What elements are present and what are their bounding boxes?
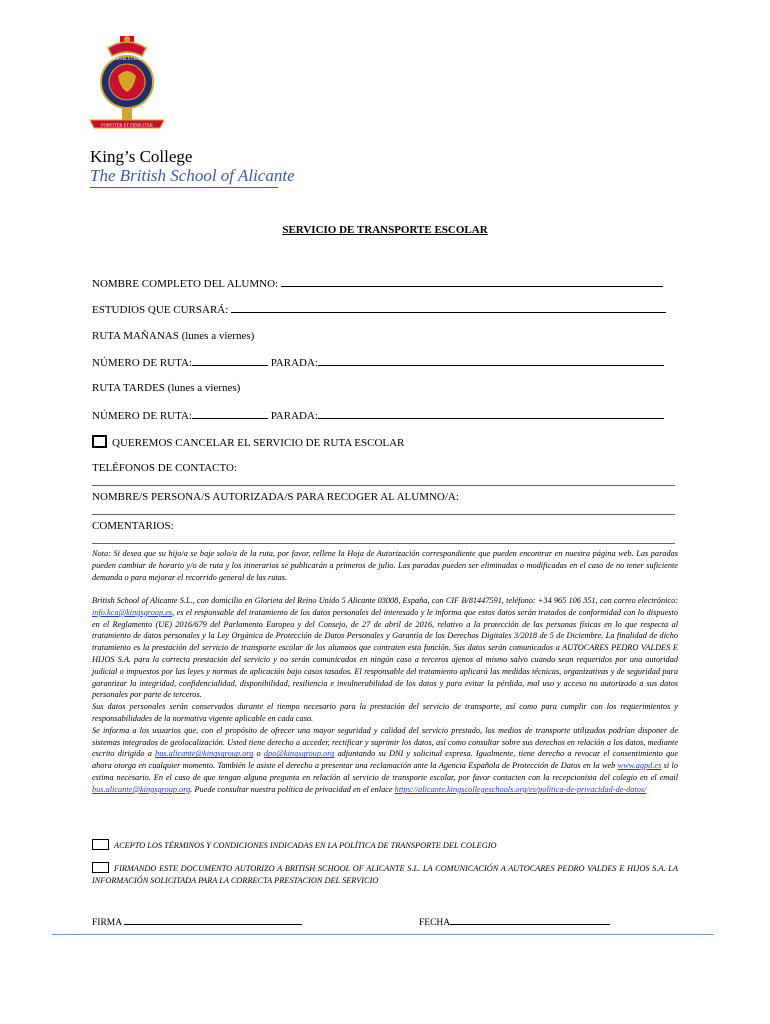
authorized-persons-field[interactable] (92, 514, 675, 515)
route-note (92, 548, 678, 583)
comments-field[interactable] (92, 543, 675, 544)
authorized-persons-label: NOMBRE/S PERSONA/S AUTORIZADA/S PARA RECOGER AL ALUMNO/A: (92, 491, 459, 503)
comments-label: COMENTARIOS: (92, 520, 174, 532)
dpo-email-link[interactable]: dpo@kingsgroup.org (263, 749, 335, 759)
fecha-label: FECHA (419, 918, 451, 928)
stop-label: PARADA: (270, 410, 318, 422)
student-name-row (92, 277, 663, 290)
afternoon-stop-field[interactable] (318, 409, 664, 419)
accept-terms-row (92, 839, 678, 852)
student-name-field[interactable] (281, 277, 663, 287)
privacy-paragraph-3: Se informa a los usuarios que, con el propósito de ofrecer una mayor seguridad y calidad del servicio prestado, los medios de transporte utilizados podrían disponer de sistemas integrados de geolocalización. Usted tiene derecho a acceder, rectificar y suprimir los datos, así como consultar sobre sus derechos en relación a los datos, mediante escrito dirigido a bus.alicante@kingsgroup.org o dpo@kingsgroup.org adjuntando su DNI y solicitud expresa. Igualmente, tiene derecho a revocar el consentimiento que ahora otorga en cualquier momento. También le asiste el derecho a presentar una reclamación ante la Agencia Española de Protección de Datos en la web www.agpd.es si lo estima necesario. En el caso de que tengan alguna pregunta en relación al servicio de transporte escolar, por favor contacten con la recepcionista del colegio en el email bus.alicante@kingsgroup.org. Puede consultar nuestra política de privacidad en el enlace https://alicante.kingscollegeschools.org/es/politica-de-privacidad-de-datos/ (92, 725, 678, 794)
date-row (419, 917, 610, 928)
morning-route-number-field[interactable] (192, 356, 268, 366)
afternoon-route-label: RUTA TARDES (lunes a viernes) (92, 382, 241, 394)
info-email-link[interactable]: info.kca@kingsgroup.es (92, 607, 173, 617)
document-title: SERVICIO DE TRANSPORTE ESCOLAR (282, 224, 488, 236)
school-crest-logo (84, 36, 170, 142)
morning-route-label: RUTA MAÑANAS (lunes a viernes) (92, 330, 255, 342)
studies-field[interactable] (231, 303, 666, 313)
cancel-service-label: QUEREMOS CANCELAR EL SERVICIO DE RUTA ESCOLAR (112, 437, 405, 449)
morning-route-row (92, 356, 664, 369)
cancel-row (92, 435, 404, 449)
phones-field[interactable] (92, 485, 675, 486)
authorize-label: FIRMANDO ESTE DOCUMENTO AUTORIZO A BRITISH SCHOOL OF ALICANTE S.L. LA COMUNICACIÓN A AUTOCARES PEDRO VALDES E HIJOS S.A. LA INFORMACIÓN SOLICITADA PARA LA CORRECTA PRESTACION DEL SERVICIO (92, 864, 678, 885)
fecha-field[interactable] (450, 917, 610, 925)
header-divider (90, 187, 278, 188)
student-name-label: NOMBRE COMPLETO DEL ALUMNO: (92, 278, 279, 290)
authorize-row (92, 862, 678, 887)
accept-terms-checkbox[interactable] (92, 839, 109, 850)
studies-row (92, 303, 666, 316)
afternoon-route-number-field[interactable] (192, 409, 268, 419)
studies-label: ESTUDIOS QUE CURSARÁ: (92, 304, 229, 316)
crest-banner-text: FORTITER ET FIDELITER (101, 122, 153, 128)
cancel-service-checkbox[interactable] (92, 435, 107, 448)
school-name: King’s College (90, 147, 193, 166)
privacy-policy-link[interactable]: https://alicante.kingscollegeschools.org/es/politica-de-privacidad-de-datos/ (394, 784, 647, 794)
afternoon-route-row (92, 409, 664, 422)
privacy-notice (92, 595, 678, 796)
privacy-paragraph-2: Sus datos personales serán conservados durante el tiempo necesario para la prestación del servicio de transporte, así como para cumplir con los requerimientos y responsabilidades de la normativa vigente aplicable en cada caso. (92, 702, 678, 723)
route-number-label: NÚMERO DE RUTA: (92, 357, 192, 369)
route-note-text: Nota: Si desea que su hijo/a se baje solo/a de la ruta, por favor, rellene la Hoja de Autorización correspondiente que pueden encontrar en nuestra página web. Las paradas pueden cambiar de horario y/o de ruta y los itinerarios se publicarán a primeros de julio. Las paradas pueden ser eliminadas o modificadas en el caso de no tener suficiente demanda o para mejorar el recorrido general de las rutas. (92, 549, 678, 582)
firma-field[interactable] (124, 917, 302, 925)
firma-label: FIRMA (92, 918, 122, 928)
morning-stop-field[interactable] (318, 356, 664, 366)
authorize-checkbox[interactable] (92, 862, 109, 873)
phones-label: TELÉFONOS DE CONTACTO: (92, 462, 237, 474)
agpd-link[interactable]: www.agpd.es (617, 761, 662, 771)
signature-row (92, 917, 302, 928)
bus-email-link[interactable]: bus.alicante@kingsgroup.org (155, 749, 254, 759)
route-number-label: NÚMERO DE RUTA: (92, 410, 192, 422)
bus-email-link-2[interactable]: bus.alicante@kingsgroup.org (92, 784, 191, 794)
school-subtitle: The British School of Alicante (90, 166, 295, 185)
stop-label: PARADA: (270, 357, 318, 369)
accept-terms-label: ACEPTO LOS TÉRMINOS Y CONDICIONES INDICADAS EN LA POLÍTICA DE TRANSPORTE DEL COLEGIO (114, 841, 497, 850)
crest-motto-text: HONOURABLE LEARNING (102, 56, 152, 61)
privacy-paragraph-1: British School of Alicante S.L., con domicilio en Glorieta del Reino Unido 5 Alicante 03008, España, con CIF B/81447591, teléfono: +34 965 106 351, con correo electrónico: info.kca@kingsgroup.es, es el responsable del tratamiento de los datos personales del interesado y le informa que estos datos serán tratados de conformidad con lo dispuesto en el Reglamento (UE) 2016/679 del Parlamento Europeo y del Consejo, de 27 de abril de 2016, relativo a la protección de las personas físicas en lo que respecta al tratamiento de datos personales y la Ley Orgánica de Protección de Datos Personales y Garantía de los Derechos Digitales 3/2018 de 5 de Diciembre. La finalidad de dicho tratamiento es la prestación del servicio de transporte escolar de los alumnos que contraten esta función. Sus datos serán comunicados a AUTOCARES PEDRO VALDES E HIJOS S.A. para la correcta prestación del servicio y no serán comunicados en ningún caso a terceros ajenos al mismo salvo cuando sean requeridos por una autoridad judicial o impuestos por las leyes y normas de aplicación bajo casos tasados. El responsable del tratamiento aplicará las medidas técnicas, organizativas y de seguridad para garantizar la integridad, confidencialidad, disponibilidad, resiliencia e invulnerabilidad de los datos y para evitar la pérdida, mal uso y acceso no autorizado a sus datos personales por parte de terceros. (92, 596, 678, 700)
footer-divider (52, 934, 714, 935)
